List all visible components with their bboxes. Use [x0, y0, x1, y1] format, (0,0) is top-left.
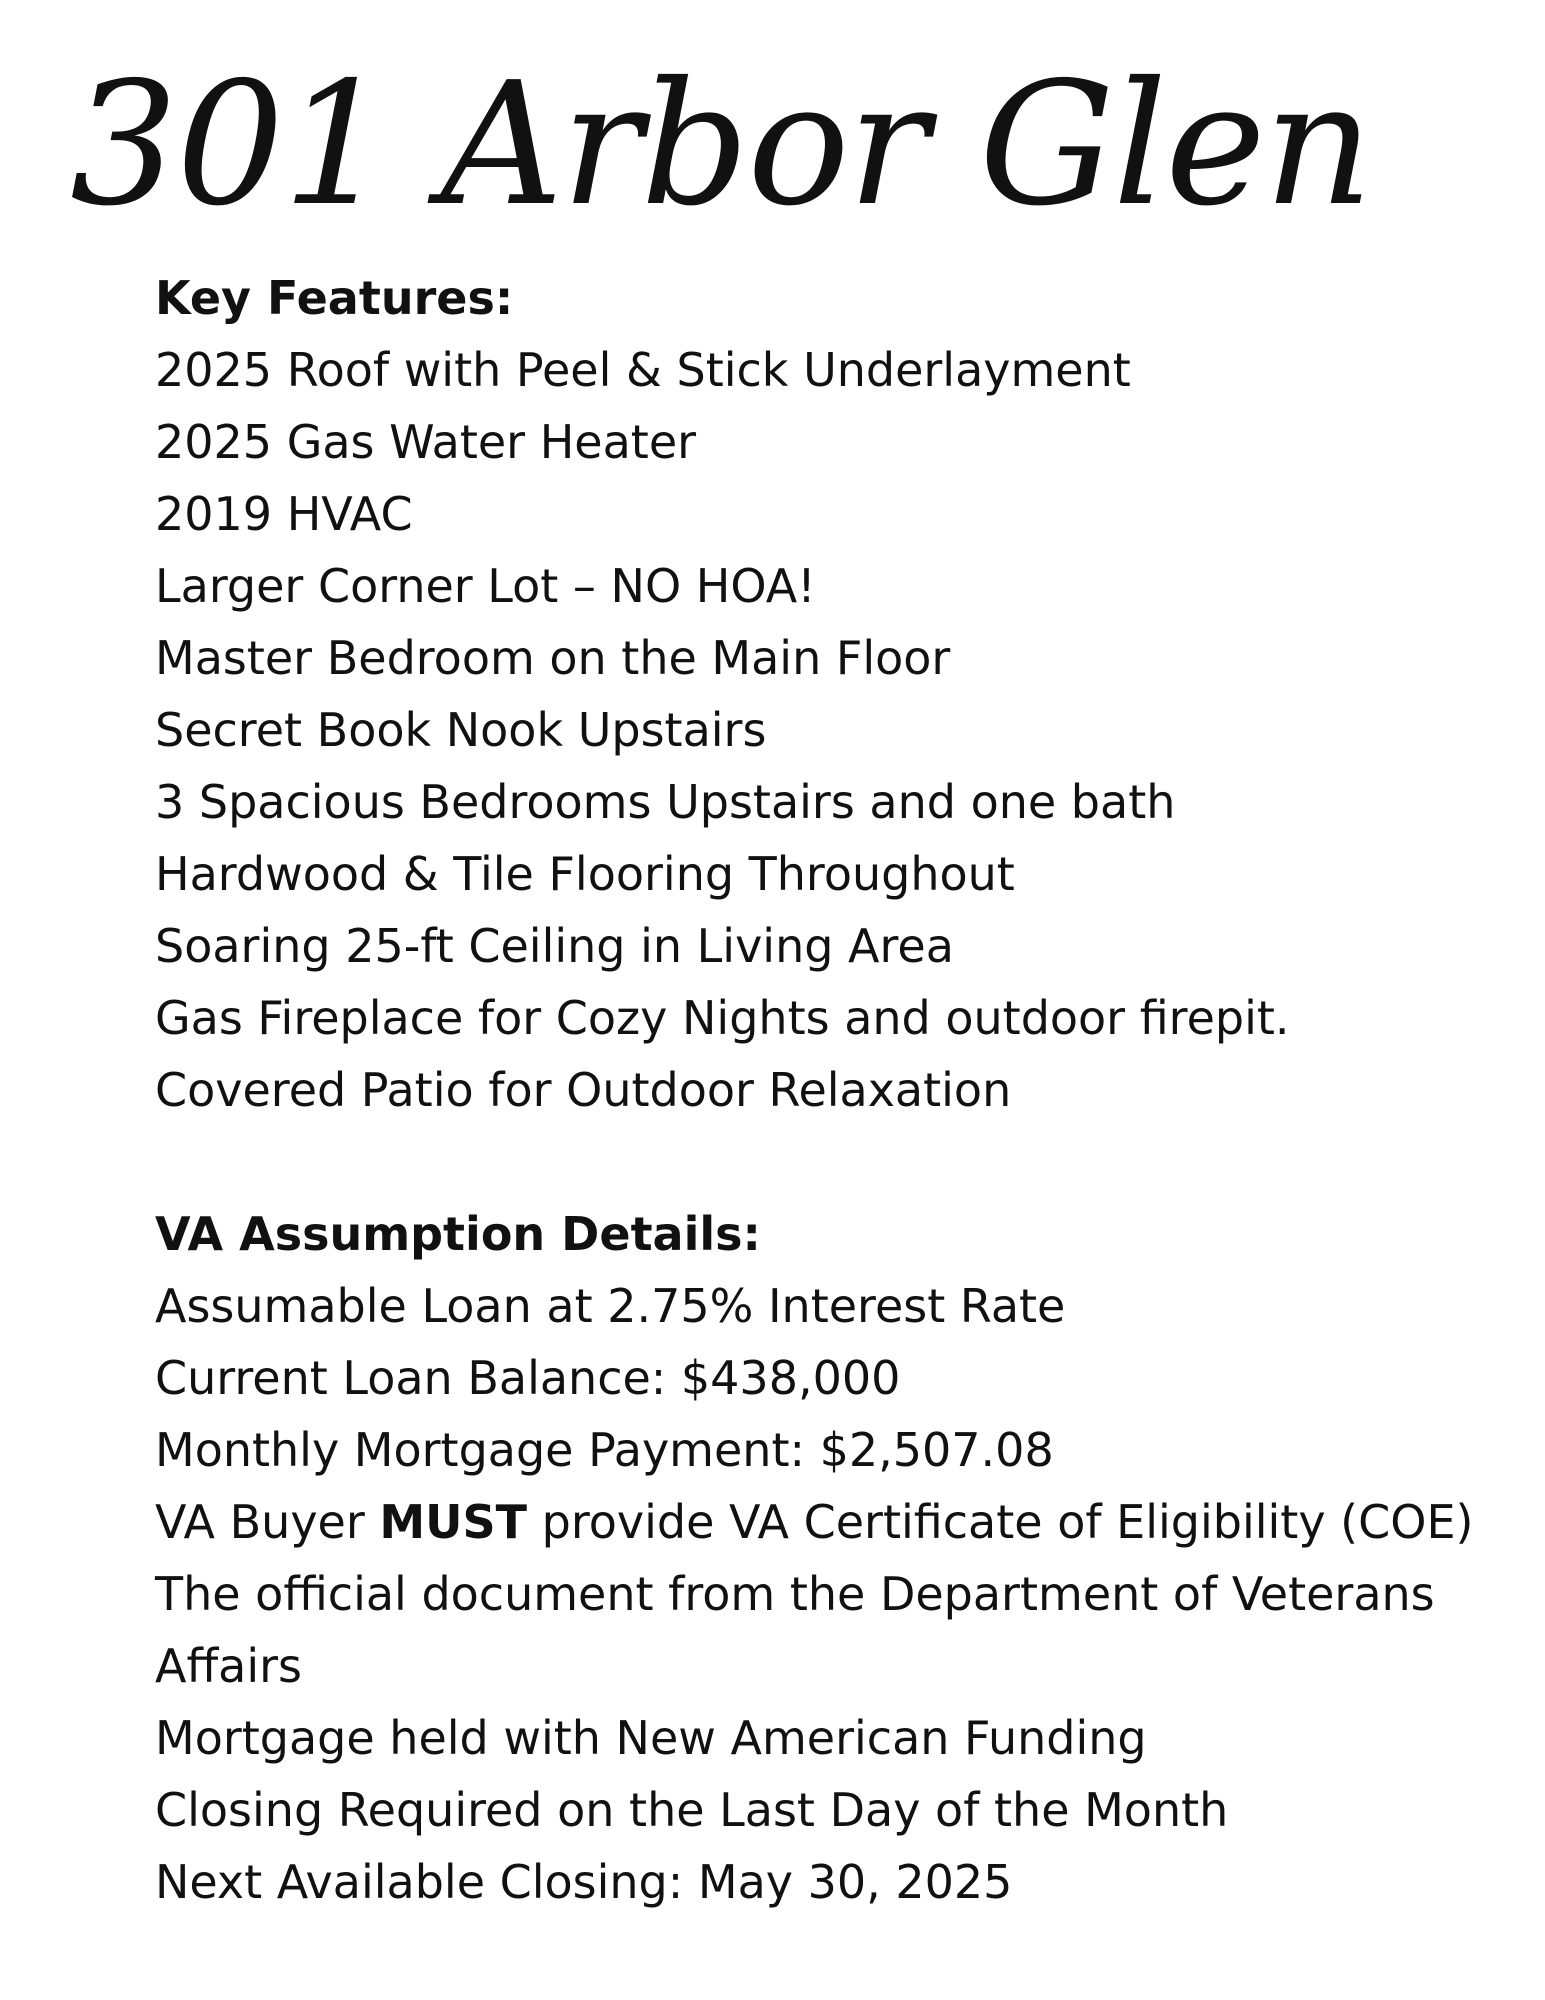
- key-features-list: [155, 334, 1495, 1126]
- coe-prefix: VA Buyer: [155, 1495, 380, 1549]
- coe-emphasis: MUST: [379, 1495, 528, 1549]
- va-assumption-section: [155, 1198, 1495, 1918]
- feature-item: Covered Patio for Outdoor Relaxation: [155, 1063, 1012, 1117]
- feature-item: 2025 Roof with Peel & Stick Underlayment: [155, 343, 1131, 397]
- va-assumption-heading: VA Assumption Details:: [155, 1207, 761, 1261]
- feature-item: Gas Fireplace for Cozy Nights and outdoor firepit.: [155, 991, 1290, 1045]
- listing-content: [155, 262, 1495, 1918]
- feature-item: Secret Book Nook Upstairs: [155, 703, 767, 757]
- interest-rate-line: Assumable Loan at 2.75% Interest Rate: [155, 1279, 1066, 1333]
- feature-item: 3 Spacious Bedrooms Upstairs and one bath: [155, 775, 1176, 829]
- feature-item: Soaring 25-ft Ceiling in Living Area: [155, 919, 954, 973]
- section-spacer: [155, 1126, 1495, 1198]
- va-assumption-list: [155, 1270, 1495, 1918]
- closing-rule-line: Closing Required on the Last Day of the Month: [155, 1783, 1229, 1837]
- coe-suffix: provide VA Certificate of Eligibility (COE) The official document from the Department of Veterans Affairs: [155, 1495, 1474, 1693]
- feature-item: 2019 HVAC: [155, 487, 413, 541]
- property-title: 301 Arbor Glen: [70, 46, 1372, 244]
- next-closing-line: Next Available Closing: May 30, 2025: [155, 1855, 1013, 1909]
- feature-item: 2025 Gas Water Heater: [155, 415, 697, 469]
- feature-item: Larger Corner Lot – NO HOA!: [155, 559, 816, 613]
- feature-item: Master Bedroom on the Main Floor: [155, 631, 951, 685]
- feature-item: Hardwood & Tile Flooring Throughout: [155, 847, 1015, 901]
- loan-balance-line: Current Loan Balance: $438,000: [155, 1351, 901, 1405]
- coe-requirement-line: [155, 1486, 1495, 1702]
- lender-line: Mortgage held with New American Funding: [155, 1711, 1147, 1765]
- key-features-heading: Key Features:: [155, 271, 514, 325]
- key-features-section: [155, 262, 1495, 1126]
- monthly-payment-line: Monthly Mortgage Payment: $2,507.08: [155, 1423, 1054, 1477]
